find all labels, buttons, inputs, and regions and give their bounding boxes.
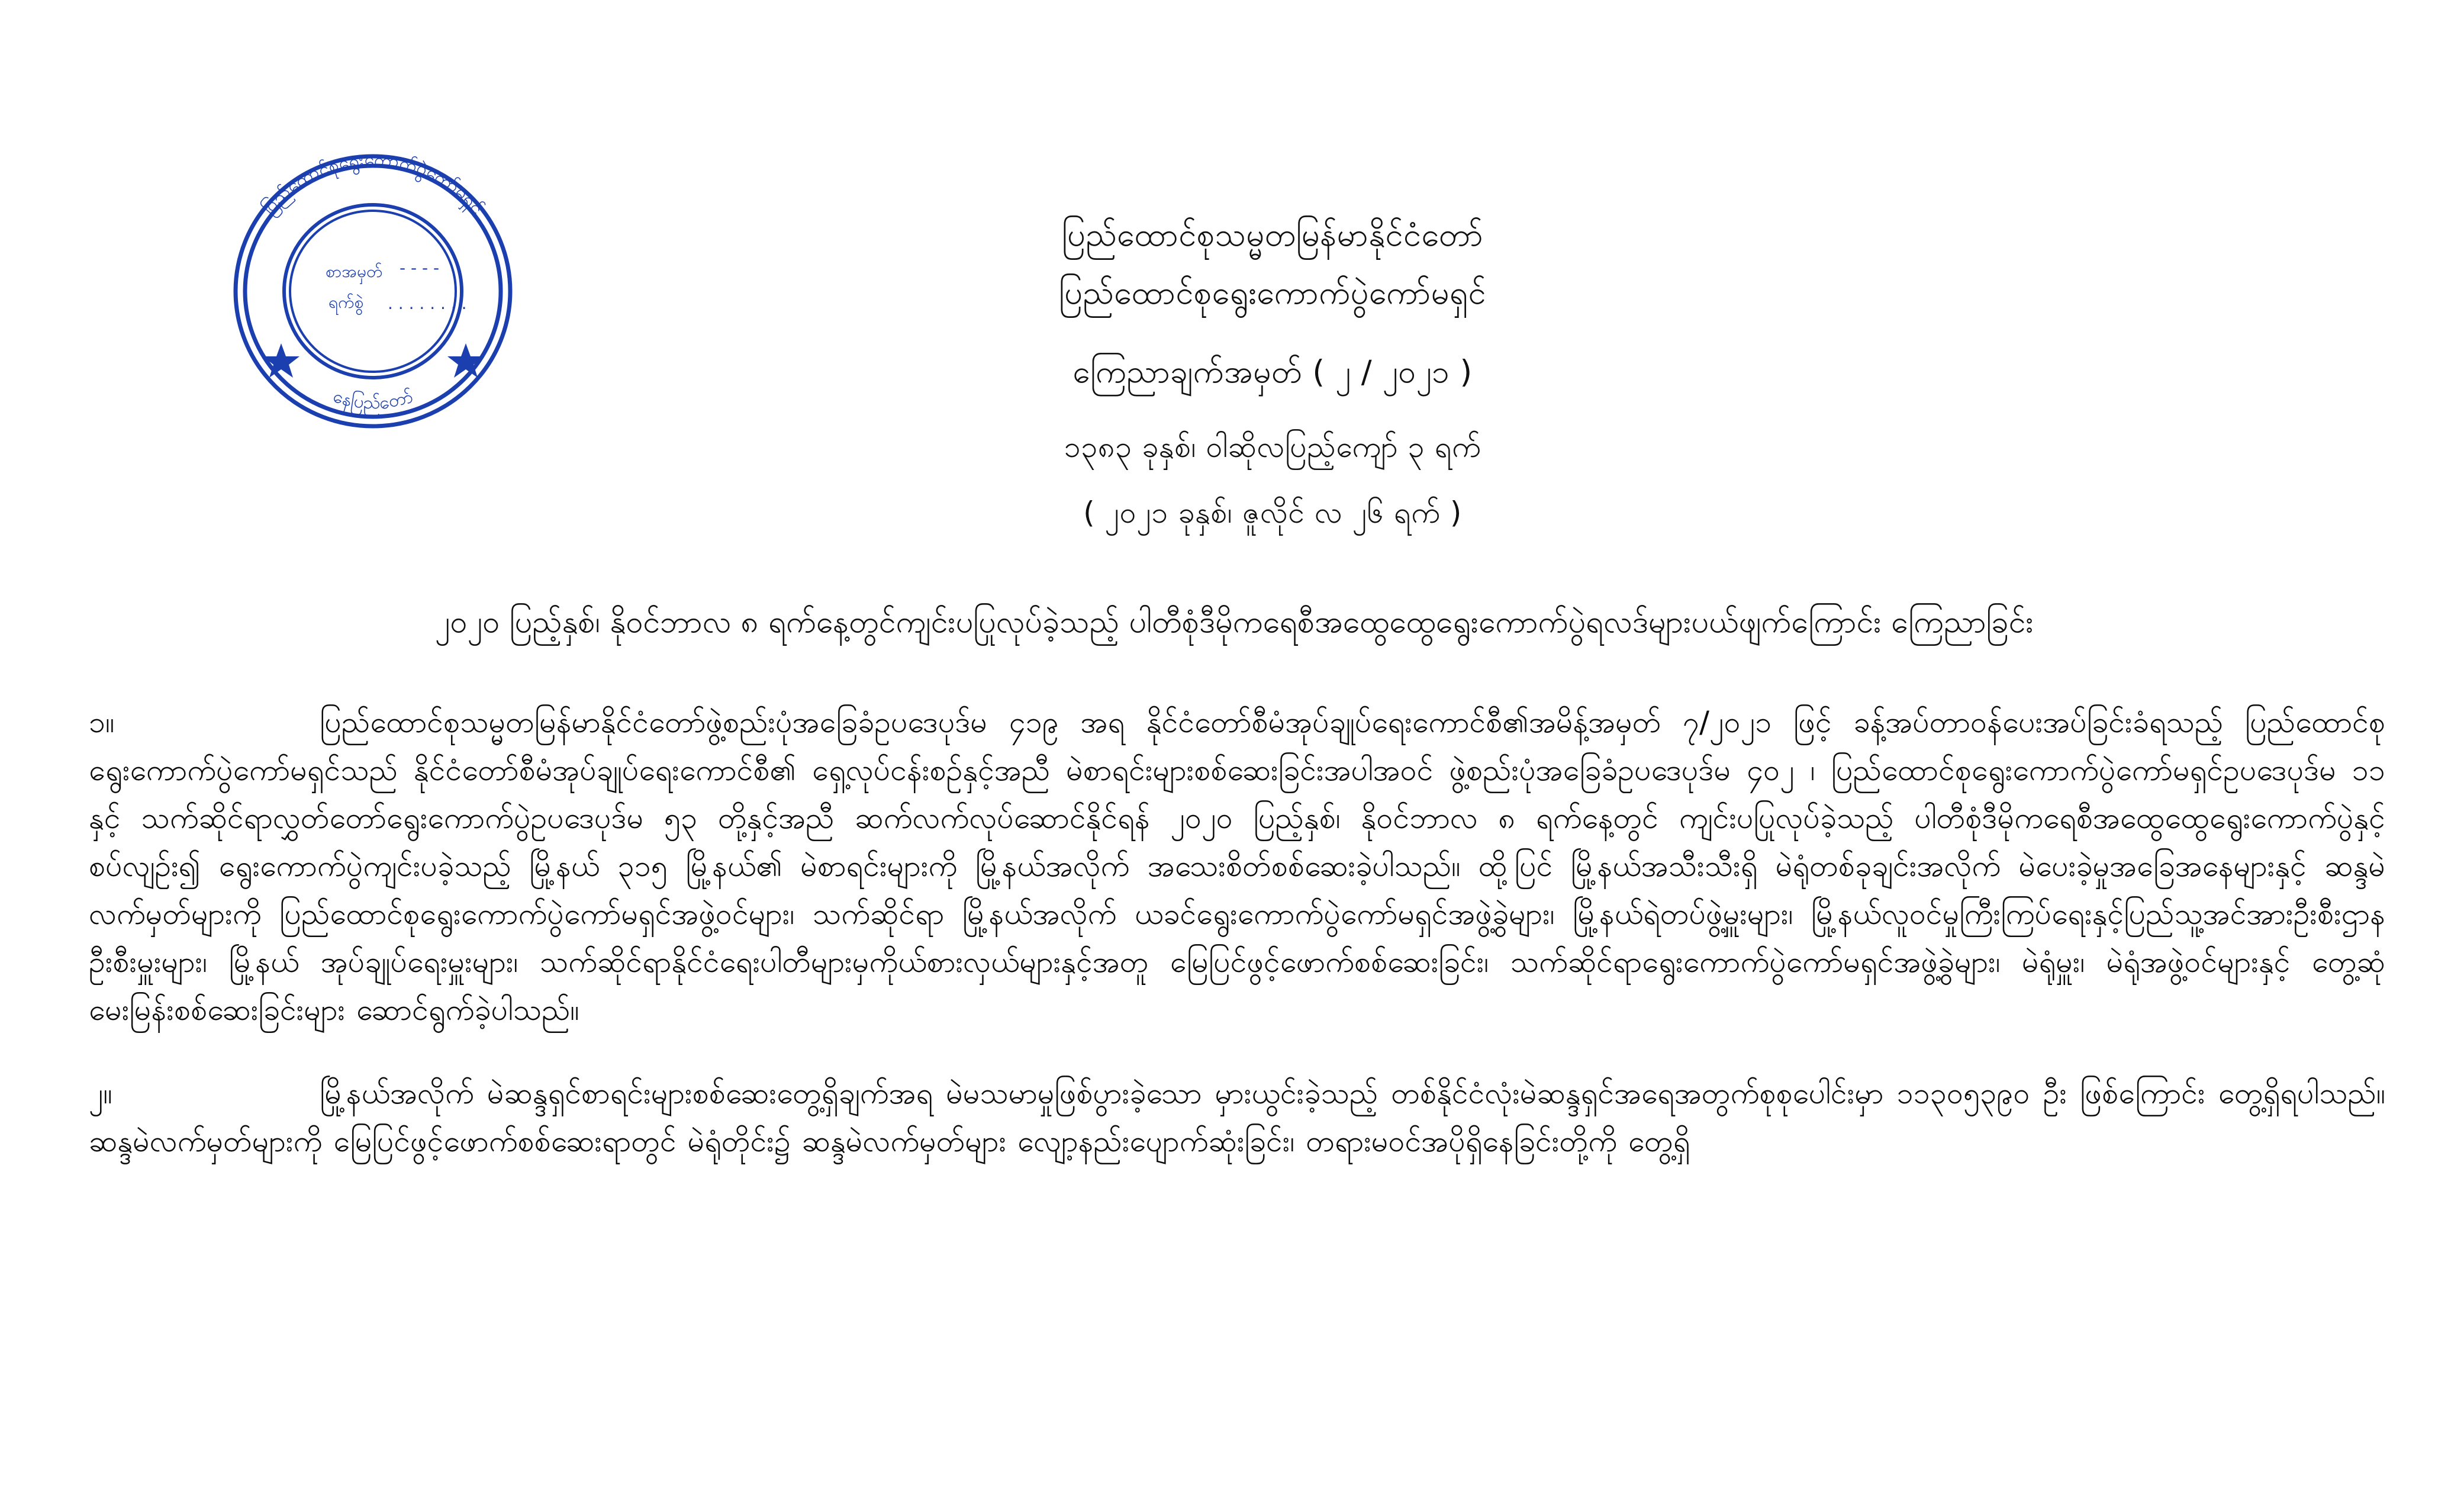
svg-text:နေပြည်တော်: နေပြည်တော် <box>330 385 416 414</box>
header-line-country: ပြည်ထောင်စုသမ္မတမြန်မာနိုင်ငံတော် <box>1061 216 1484 253</box>
svg-text:- - - -: - - - - <box>400 258 440 278</box>
paragraph-1 <box>89 699 2385 1034</box>
header-line-announcement-number: ကြေညာချက်အမှတ် ( ၂ / ၂၀၂၁ ) <box>1072 354 1473 391</box>
paragraph-2-text: မြို့နယ်အလိုက် မဲဆန္ဒရှင်စာရင်းများစစ်ဆေးတွေ့ရှိချက်အရ မဲမသမာမှုဖြစ်ပွားခဲ့သော မှားယွင်းခဲ့သည့် တစ်နိုင်ငံလုံးမဲဆန္ဒရှင်အရေအတွက်စုစုပေါင်းမှာ ၁၁၃၀၅၃၉၀ ဦး ဖြစ်ကြောင်း တွေ့ရှိရပါသည်။ ဆန္ဒမဲလက်မှတ်များကို မြေပြင်ဖွင့်ဖောက်စစ်ဆေးရာတွင် မဲရုံတိုင်း၌ ဆန္ဒမဲလက်မှတ်များ လျော့နည်းပျောက်ဆုံးခြင်း၊ တရားမဝင်အပိုရှိနေခြင်းတို့ကို တွေ့ရှိ <box>89 1076 2385 1158</box>
official-seal <box>192 118 553 447</box>
svg-text:စာအမှတ်: စာအမှတ် <box>326 262 383 281</box>
page-title: ၂၀၂၀ ပြည့်နှစ်၊ နိုဝင်ဘာလ ၈ ရက်နေ့တွင်ကျင်းပပြုလုပ်ခဲ့သည့် ပါတီစုံဒီမိုကရေစီအထွေထွေရွေးကောက်ပွဲရလဒ်များပယ်ဖျက်ကြောင်း ကြေညာခြင်း <box>434 604 2034 640</box>
header-line-commission: ပြည်ထောင်စုရွေးကောက်ပွဲကော်မရှင် <box>1059 273 1486 311</box>
svg-text:. . . . . . . .: . . . . . . . . <box>388 294 467 313</box>
document-body <box>89 699 2385 1199</box>
header-line-gregorian-date: ( ၂၀၂၁ ခုနှစ်၊ ဇူလိုင် လ ၂၆ ရက် ) <box>1083 495 1462 530</box>
document-header <box>710 210 1835 536</box>
paragraph-2-number: ၂။ <box>89 1076 112 1110</box>
header-line-myanmar-date: ၁၃၈၃ ခုနှစ်၊ ဝါဆိုလပြည့်ကျော် ၃ ရက် <box>1064 429 1481 464</box>
svg-text:ရက်စွဲ: ရက်စွဲ <box>328 292 364 312</box>
svg-text:ပြည်ထောင်စုရွေးကောက်ပွဲကော်မရှ: ပြည်ထောင်စုရွေးကောက်ပွဲကော်မရှင် <box>258 149 488 219</box>
paragraph-1-number: ၁။ <box>89 705 115 739</box>
paragraph-1-text: ပြည်ထောင်စုသမ္မတမြန်မာနိုင်ငံတော်ဖွဲ့စည်းပုံအခြေခံဥပဒေပုဒ်မ ၄၁၉ အရ နိုင်ငံတော်စီမံအုပ်ချုပ်ရေးကောင်စီ၏အမိန့်အမှတ် ၇/၂၀၂၁ ဖြင့် ခန့်အပ်တာဝန်ပေးအပ်ခြင်းခံရသည့် ပြည်ထောင်စုရွေးကောက်ပွဲကော်မရှင်သည် နိုင်ငံတော်စီမံအုပ်ချုပ်ရေးကောင်စီ၏ ရှေ့လုပ်ငန်းစဉ်နှင့်အညီ မဲစာရင်းများစစ်ဆေးခြင်းအပါအဝင် ဖွဲ့စည်းပုံအခြေခံဥပဒေပုဒ်မ ၄၀၂ ၊ ပြည်ထောင်စုရွေးကောက်ပွဲကော်မရှင်ဥပဒေပုဒ်မ ၁၁ နှင့် သက်ဆိုင်ရာလွှတ်တော်ရွေးကောက်ပွဲဥပဒေပုဒ်မ ၅၃ တို့နှင့်အညီ ဆက်လက်လုပ်ဆောင်နိုင်ရန် ၂၀၂၀ ပြည့်နှစ်၊ နိုဝင်ဘာလ ၈ ရက်နေ့တွင် ကျင်းပပြုလုပ်ခဲ့သည့် ပါတီစုံဒီမိုကရေစီအထွေထွေရွေးကောက်ပွဲနှင့်စပ်လျဉ်း၍ ရွေးကောက်ပွဲကျင်းပခဲ့သည့် မြို့နယ် ၃၁၅ မြို့နယ်၏ မဲစာရင်းများကို မြို့နယ်အလိုက် အသေးစိတ်စစ်ဆေးခဲ့ပါသည်။ ထို့ပြင် မြို့နယ်အသီးသီးရှိ မဲရုံတစ်ခုချင်းအလိုက် မဲပေးခဲ့မှုအခြေအနေများနှင့် ဆန္ဒမဲလက်မှတ်များကို ပြည်ထောင်စုရွေးကောက်ပွဲကော်မရှင်အဖွဲ့ဝင်များ၊ သက်ဆိုင်ရာ မြို့နယ်အလိုက် ယခင်ရွေးကောက်ပွဲကော်မရှင်အဖွဲ့ခွဲများ၊ မြို့နယ်ရဲတပ်ဖွဲ့မှူးများ၊ မြို့နယ်လူဝင်မှုကြီးကြပ်ရေးနှင့်ပြည်သူ့အင်အားဦးစီးဌာနဦးစီးမှူးများ၊ မြို့နယ် အုပ်ချုပ်ရေးမှူးများ၊ သက်ဆိုင်ရာနိုင်ငံရေးပါတီများမှကိုယ်စားလှယ်များနှင့်အတူ မြေပြင်ဖွင့်ဖောက်စစ်ဆေးခြင်း၊ သက်ဆိုင်ရာရွေးကောက်ပွဲကော်မရှင်အဖွဲ့ခွဲများ၊ မဲရုံမှူး၊ မဲရုံအဖွဲ့ဝင်များနှင့် တွေ့ဆုံမေးမြန်းစစ်ဆေးခြင်းများ ဆောင်ရွက်ခဲ့ပါသည်။ <box>89 705 2385 1027</box>
paragraph-2 <box>89 1070 2385 1166</box>
